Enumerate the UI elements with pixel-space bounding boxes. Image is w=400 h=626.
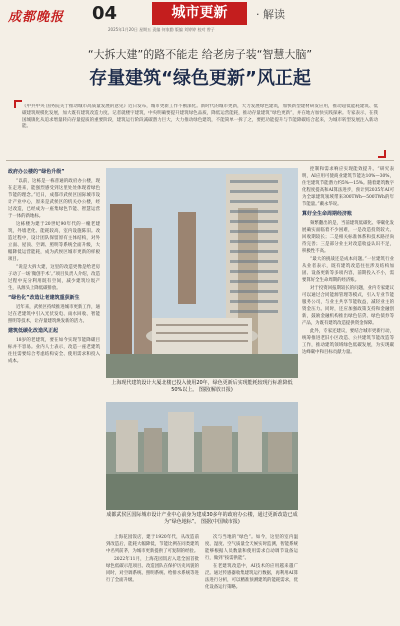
paragraph: 此外，专家还建议，要结合城市更新行动，统筹推进老旧小区改造、公共建筑节能改造等工作，推动建筑领域绿色低碳发展，为实现碳达峰碳中和目标贡献力量。 [302,329,394,355]
photo-credit: 图据(中国城市报) [200,519,240,525]
left-column [8,166,100,622]
quote-close-icon [378,150,386,158]
paragraph: “说是大拆大建，这里的改造更像是给老房子动了一场‘微创手术’。”项目负责人介绍，改造过程中充分利用既有空间，减少建筑垃圾产生，从源头上降低碳排放。 [8,265,100,291]
paragraph: 这栋楼为建于20世纪90年代的一幢老建筑，外墙老化、能耗较高，室内设施陈旧。改造过程中，设计团队保留原有主体结构，对外立面、屋顶、空调、照明等系统全面升级，大幅降低运营能耗，成为武侯区城市更新的样板项目。 [8,222,100,262]
subheading: 政府办公楼的“绿色升级” [8,169,65,175]
paragraph: 上海花园饭店，建于1920年代，从改造前到改造后，能耗大幅降低，节能比例在同类建筑中名列前茅，为城市更新提供了可复制的经验。 [106,535,199,554]
photo-caption [106,512,298,526]
paragraph: 近年来，武侯区持续推进城市更新工作，通过在老建筑中引入光伏发电、雨水回收、智能照明等技术，让存量建筑焕发新的活力。 [8,305,100,324]
caption-text: 成都武侯区国际城市设计产业中心前身为建成30多年的政府办公楼，通过更新改造已成为“绿色地标”。 [106,512,298,525]
issue-meta: 2025年1月20日 星期五 责编 何家勤 版编 刘婷婷 校对 曾子 [108,27,215,32]
paragraph: “最大的挑战还是成本问题。”一位建筑行业从业者表示，既有建筑改造往往涉及结构加固、设备更新等多项内容，前期投入不小，需要算好全生命周期的经济账。 [302,257,394,283]
photo-credit: 图据(解放日报) [198,387,233,393]
divider [6,160,394,161]
photo-shanghai-building [106,168,298,378]
subheading: “绿色化”改造让老建筑重获新生 [8,295,80,301]
article-headline: 存量建筑“绿色更新”风正起 [89,68,311,89]
building-illustration [106,168,298,378]
paragraph: 18岁的老建筑，要在如今实现节能降碳目标并不容易。业内人士表示，改造一座老建筑往往需要综合考虑结构安全、使用需求和投入成本。 [8,338,100,364]
middle-column-a [106,534,199,622]
section-title: 城市更新 [152,2,247,25]
page-number: 04 [92,3,118,24]
caption-text: 上海现代建筑设计大厦北楼已投入使用20年，绿色更新后实现能耗较现行标准降低50%以上。 [111,380,293,393]
photo-caption [106,380,298,394]
middle-column-b [205,534,298,622]
right-column [302,166,394,602]
masthead [0,0,400,30]
paragraph: 次与当地的“绿色”。如今，这里的室内温度、湿度、空气质量全天候实时监测，智能系统能够根据人员数量和使用需求自动调节设备运行，做到“按需供能”。 [205,535,298,561]
paragraph: 2022年11月，上海花园饭店入选全国首批绿色低碳示范项目。改造团队在保护历史风貌的同时，对空调系统、照明系统、给排水系统等进行了全面升级。 [106,557,199,583]
subheading: 建筑低碳化改造风正起 [8,328,59,334]
paragraph: 频繁翻出的是，当前建筑低碳化、零碳化发展确实面临着不少困难，一是改造投资较大、回收期较长；二是相关标准体系和技术路径尚待完善；三是部分业主对改造收益认识不足，积极性不高。 [302,221,394,254]
subheading: 算好全生命周期经济账 [302,211,353,217]
paragraph: 对于投资回报期较长的问题，业内专家建议可以通过合同能源管理等模式，引入专业节能服务公司，与业主共享节能收益，减轻业主的资金压力。同时，还应加强政策支持和金融创新，鼓励金融机构推出绿色信贷、绿色债券等产品，为既有建筑改造提供资金保障。 [302,286,394,326]
paragraph: “以前，这栋是一栋普通的政府办公楼，现在走进来，能强烈感受到这里处处体现着绿色节能的理念。”近日，成都市武侯区国际城市设计产业中心，原来是武侯区的机关办公楼，经过改造，已经成为一座集绿色节能、智慧运营于一体的新地标。 [8,179,100,219]
paragraph: 控制和需求响应实现能效提升。“研究表明，AI应用可使商业建筑节能达10%—30%，住宅建筑节能潜力约5%—15%。随着建筑数字化程度提高和AI算法进步，预计到2035年AI可为全球建筑领域带来300TWh—500TWh的年节能量。”戴永华说。 [302,167,394,207]
section-subtitle: · 解读 [256,8,285,21]
cityscape-illustration [106,402,298,510]
quote-open-icon [14,100,22,108]
article-kicker: “大拆大建”的路不能走 给老房子装“智慧大脑” [87,48,313,61]
article-lead: 《中共中央 国务院关于推动城市高质量发展的意见》近日发布，城市更新工作不断深化。新时代的城市更新，大力发展绿色建筑，加快新型建材研发应用，推动超低能耗建筑、低碳建筑规模化发展，加大既有建筑改造力度。记者就楼宇建筑，中央明确要提升建筑绿色品质，降低运营能耗，推动存量建筑“绿色更新”，并在地方加快实践探索。专家表示，在我国城镇化从追求增量转向存量提质的重要阶段，建筑运行阶段减碳潜力巨大，大力推动绿色建筑，不能简单一拆了之，要把功能提升与节能降碳结合起来，为城市转型发展注入新动能。 [22,104,378,130]
paper-name: 成都晚报 [8,10,65,25]
photo-chengdu-center [106,402,298,510]
paragraph: 在老建筑改造中，AI技术的应用越来越广泛。通过传感器收集建筑运行数据，再利用AI算法进行分析，可以精准预测建筑的能耗需求，优化设备运行策略。 [205,564,298,590]
